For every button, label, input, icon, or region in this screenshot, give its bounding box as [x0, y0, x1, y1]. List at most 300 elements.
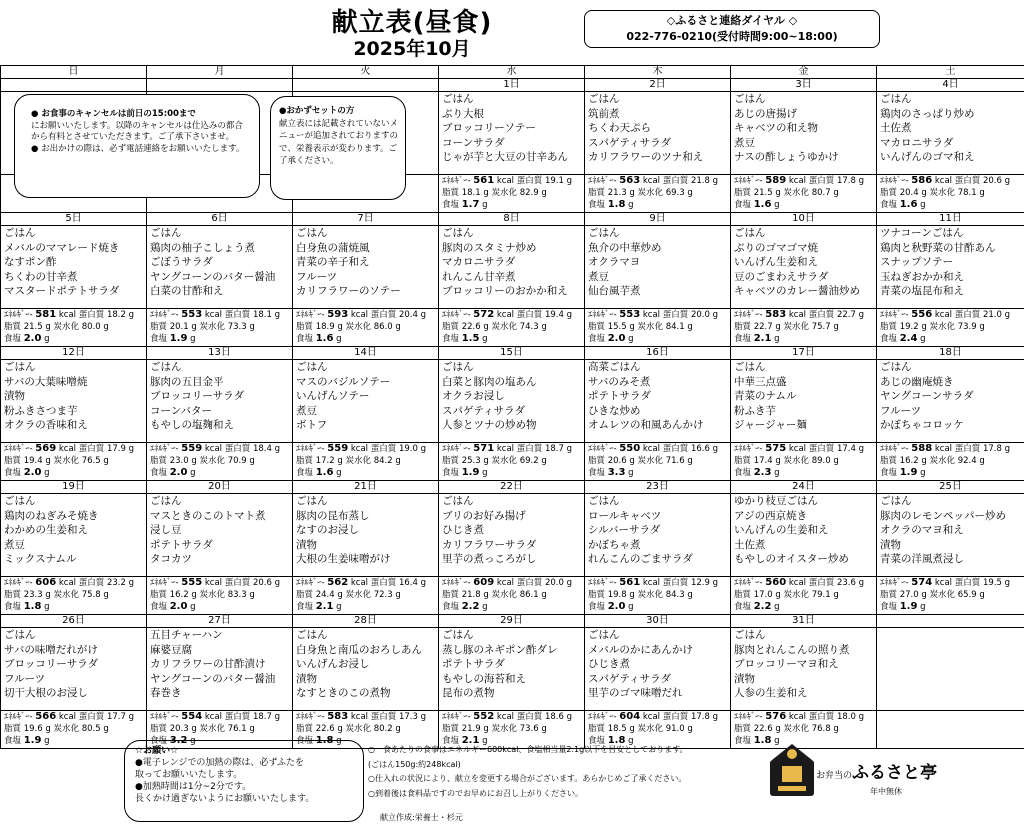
day-number: 17日 [731, 347, 877, 360]
protein-label: 蛋白質 [516, 310, 543, 320]
nutrition-line [734, 601, 876, 613]
carb-label: 炭水化 [491, 188, 517, 198]
menu-item: スナップソテー [880, 256, 954, 268]
salt-label: 食塩 [880, 334, 898, 344]
gram-unit: g [1004, 310, 1011, 320]
day-menu [585, 628, 731, 711]
okazu-set-body: 献立表には記載されていないメニューが追加されておりますので、栄養表示が変わります。ご了承ください。 [279, 118, 399, 166]
day-number-row [1, 347, 1024, 360]
energy-label: ｴﾈﾙｷﾞｰ [150, 444, 176, 454]
gram-unit: g [775, 724, 781, 734]
day-menu [1, 494, 147, 577]
menu-item: いんげんソテー [296, 390, 370, 402]
protein-value: 12.9 [690, 578, 710, 588]
gram-unit: g [1004, 176, 1011, 186]
fat-label: 脂質 [4, 590, 22, 600]
gram-unit: g [336, 736, 342, 746]
menu-item: 煮豆 [588, 270, 609, 283]
protein-value: 18.0 [836, 712, 856, 722]
day-number: 9日 [585, 213, 731, 226]
day-nutrition [439, 443, 585, 481]
salt-label: 食塩 [442, 736, 460, 746]
energy-value: 571 [473, 443, 495, 454]
nutrition-line [4, 321, 146, 333]
energy-label: ｴﾈﾙｷﾞｰ [296, 578, 322, 588]
kcal-unit: kcal [496, 176, 515, 186]
salt-value: 1.9 [169, 333, 188, 344]
request-title: ☆お願い☆ [135, 746, 179, 756]
salt-label: 食塩 [150, 468, 168, 478]
gram-unit: g [190, 602, 196, 612]
carb-value: 84.3 [665, 590, 685, 600]
protein-value: 18.7 [252, 712, 272, 722]
menu-item: 粉ふき芋 [734, 404, 776, 417]
salt-value: 1.5 [461, 333, 480, 344]
salt-value: 1.6 [753, 199, 772, 210]
gram-unit: g [628, 334, 634, 344]
fat-label: 脂質 [734, 724, 752, 734]
menu-item: マスときのこのトマト煮 [150, 509, 266, 522]
menu-item: 豚肉のレモンペッパー炒め [880, 509, 1006, 522]
menu-item: メバルのママレード焼き [4, 241, 120, 254]
day-menu [877, 226, 1024, 309]
day-menu [293, 226, 439, 309]
gram-unit: g [128, 712, 135, 722]
day-number: 31日 [731, 615, 877, 628]
energy-value: 581 [35, 309, 57, 320]
nutrition-line [442, 601, 584, 613]
carb-value: 86.0 [373, 322, 393, 332]
fat-value: 25.3 [461, 456, 481, 466]
gram-unit: g [775, 590, 781, 600]
menu-row [1, 226, 1024, 309]
menu-item: サバの大葉味噌焼 [4, 375, 88, 388]
day-nutrition [731, 443, 877, 481]
cancel-note-body: にお願いいたします。以降のキャンセルは仕込みの都合から有料とさせていただきます。ご了承下さいませ。 [31, 120, 243, 142]
salt-value: 1.8 [607, 735, 626, 746]
protein-value: 16.6 [690, 444, 710, 454]
gram-unit: g [687, 456, 693, 466]
nutrition-line [880, 467, 1024, 479]
salt-value: 2.0 [607, 333, 626, 344]
day-number: 2日 [585, 79, 731, 92]
nutrition-line [150, 589, 292, 601]
protein-label: 蛋白質 [370, 444, 397, 454]
energy-label: ｴﾈﾙｷﾞｰ [4, 578, 30, 588]
energy-label: ｴﾈﾙｷﾞｰ [442, 578, 468, 588]
menu-item: 春巻き [150, 687, 182, 699]
day-nutrition [877, 309, 1024, 347]
fat-value: 21.5 [753, 188, 773, 198]
salt-label: 食塩 [296, 468, 314, 478]
menu-item: 煮豆 [734, 136, 755, 149]
carb-value: 73.9 [957, 322, 977, 332]
weekday-header: 金 [731, 66, 877, 79]
menu-item: スパゲティサラダ [588, 672, 672, 685]
fat-label: 脂質 [588, 456, 606, 466]
gram-unit: g [483, 590, 489, 600]
energy-label: ｴﾈﾙｷﾞｰ [734, 444, 760, 454]
menu-item: ごはん [442, 361, 474, 373]
menu-item: タコカツ [150, 553, 192, 565]
gram-unit: g [483, 322, 489, 332]
carb-label: 炭水化 [199, 322, 225, 332]
fat-label: 脂質 [588, 188, 606, 198]
day-menu [439, 628, 585, 711]
day-number-row [1, 213, 1024, 226]
day-nutrition [439, 577, 585, 615]
nutrition-line [4, 589, 146, 601]
energy-label: ｴﾈﾙｷﾞｰ [150, 310, 176, 320]
day-nutrition [293, 443, 439, 481]
footer-note: ○仕入れの状況により、献立を変更する場合がございます。あらかじめご了承ください。 [368, 774, 687, 783]
menu-item: かぼちゃコロッケ [880, 419, 964, 431]
nutrition-line [734, 467, 876, 479]
fat-value: 16.2 [169, 590, 189, 600]
hotline-title: ◇ふるさと連絡ダイヤル ◇ [666, 14, 798, 27]
day-nutrition [731, 175, 877, 213]
protein-label: 蛋白質 [78, 444, 105, 454]
day-number: 1日 [439, 79, 585, 92]
energy-label: ｴﾈﾙｷﾞｰ [296, 310, 322, 320]
nutrition-line [588, 467, 730, 479]
nutrition-line [588, 199, 730, 211]
carb-label: 炭水化 [783, 590, 809, 600]
gram-unit: g [541, 322, 547, 332]
menu-item: ごはん [150, 495, 182, 507]
footer-notes [368, 743, 758, 801]
energy-label: ｴﾈﾙｷﾞｰ [880, 310, 906, 320]
menu-item: ひじき煮 [588, 658, 630, 670]
carb-label: 炭水化 [53, 590, 79, 600]
energy-label: ｴﾈﾙｷﾞｰ [734, 712, 760, 722]
menu-item: 浸し豆 [150, 524, 182, 536]
menu-item: シルバーサラダ [588, 524, 661, 536]
day-number: 14日 [293, 347, 439, 360]
gram-unit: g [44, 334, 50, 344]
menu-item: れんこん甘辛煮 [442, 270, 516, 283]
nutrition-line [4, 455, 146, 467]
kcal-unit: kcal [204, 444, 223, 454]
salt-value: 1.8 [315, 735, 334, 746]
menu-item: 仙台風芋煮 [588, 285, 641, 297]
fat-label: 脂質 [734, 590, 752, 600]
menu-item: ごはん [296, 495, 328, 507]
gram-unit: g [1004, 444, 1011, 454]
kcal-unit: kcal [58, 310, 77, 320]
energy-value: 609 [473, 577, 495, 588]
carb-label: 炭水化 [783, 456, 809, 466]
menu-row [1, 360, 1024, 443]
nutrition-line: ｴﾈﾙｷﾞｰ- 588 kcal 蛋白質 17.8 g [880, 443, 1011, 454]
gram-unit: g [483, 724, 489, 734]
protein-label: 蛋白質 [954, 176, 981, 186]
energy-value: 560 [765, 577, 787, 588]
carb-label: 炭水化 [783, 322, 809, 332]
protein-value: 19.4 [544, 310, 564, 320]
salt-value: 1.9 [461, 467, 480, 478]
gram-unit: g [629, 590, 635, 600]
protein-value: 16.4 [398, 578, 418, 588]
day-nutrition [731, 577, 877, 615]
protein-value: 18.6 [544, 712, 564, 722]
protein-label: 蛋白質 [370, 310, 397, 320]
day-menu [147, 628, 293, 711]
salt-label: 食塩 [734, 334, 752, 344]
day-menu [877, 360, 1024, 443]
menu-item: ごはん [296, 361, 328, 373]
gram-unit: g [45, 590, 51, 600]
gram-unit: g [858, 310, 865, 320]
nutrition-line: ｴﾈﾙｷﾞｰ- 559 kcal 蛋白質 19.0 g [296, 443, 427, 454]
energy-value: 559 [181, 443, 203, 454]
salt-label: 食塩 [734, 602, 752, 612]
menu-item: アジの西京焼き [734, 509, 808, 522]
menu-item: マカロニサラダ [880, 136, 954, 149]
kcal-unit: kcal [934, 578, 953, 588]
nutrition-line [880, 199, 1024, 211]
menu-item: ごはん [588, 495, 620, 507]
day-nutrition [1, 443, 147, 481]
kcal-unit: kcal [350, 310, 369, 320]
day-number: 23日 [585, 481, 731, 494]
gram-unit: g [45, 322, 51, 332]
energy-label: ｴﾈﾙｷﾞｰ [588, 444, 614, 454]
nutrition-line: ｴﾈﾙｷﾞｰ- 572 kcal 蛋白質 19.4 g [442, 309, 573, 320]
nutrition-line: ｴﾈﾙｷﾞｰ- 581 kcal 蛋白質 18.2 g [4, 309, 135, 320]
fat-value: 17.2 [315, 456, 335, 466]
menu-item: 青菜の辛子和え [296, 256, 370, 268]
menu-item: 昆布の煮物 [442, 687, 495, 699]
day-nutrition [147, 577, 293, 615]
day-number: 5日 [1, 213, 147, 226]
fat-label: 脂質 [442, 590, 460, 600]
day-number: 30日 [585, 615, 731, 628]
salt-value: 2.0 [23, 467, 42, 478]
day-number: 6日 [147, 213, 293, 226]
fat-label: 脂質 [588, 724, 606, 734]
energy-label: ｴﾈﾙｷﾞｰ [442, 712, 468, 722]
menu-item: フルーツ [296, 270, 338, 283]
nutrition-line [734, 333, 876, 345]
nutrition-line: ｴﾈﾙｷﾞｰ- 561 kcal 蛋白質 12.9 g [588, 577, 719, 588]
menu-item: ブリのお好み揚げ [442, 509, 526, 522]
page-title: 献立表(昼食) [331, 8, 493, 38]
nutrition-line [4, 467, 146, 479]
menu-item: いんげん生姜和え [734, 256, 818, 268]
menu-item: ヤングコーンのバター醤油 [150, 672, 276, 685]
nutrition-row [1, 443, 1024, 481]
kcal-unit: kcal [642, 444, 661, 454]
energy-value: 588 [911, 443, 933, 454]
day-menu [293, 494, 439, 577]
carb-value: 76.8 [811, 724, 831, 734]
menu-item: 土佐煮 [880, 122, 912, 134]
nutrition-line: ｴﾈﾙｷﾞｰ- 559 kcal 蛋白質 18.4 g [150, 443, 281, 454]
day-number-row [1, 79, 1024, 92]
protein-label: 蛋白質 [954, 578, 981, 588]
day-number: 4日 [877, 79, 1024, 92]
menu-item: ボトフ [296, 419, 328, 431]
salt-value: 1.8 [607, 199, 626, 210]
gram-unit: g [274, 578, 281, 588]
energy-label: ｴﾈﾙｷﾞｰ [588, 176, 614, 186]
gram-unit: g [44, 736, 50, 746]
salt-value: 1.6 [315, 333, 334, 344]
menu-row [1, 628, 1024, 711]
protein-label: 蛋白質 [224, 712, 251, 722]
salt-label: 食塩 [734, 200, 752, 210]
salt-value: 2.0 [169, 467, 188, 478]
gram-unit: g [833, 724, 839, 734]
protein-value: 18.4 [252, 444, 272, 454]
menu-item: 青菜の洋風煮浸し [880, 553, 964, 565]
day-nutrition [877, 443, 1024, 481]
gram-unit: g [628, 602, 634, 612]
gram-unit: g [395, 590, 401, 600]
day-nutrition [439, 175, 585, 213]
menu-item: ごはん [442, 93, 474, 105]
fat-value: 20.4 [899, 188, 919, 198]
protein-value: 18.7 [544, 444, 564, 454]
menu-item: ごはん [734, 227, 766, 239]
day-menu [877, 92, 1024, 175]
day-menu [731, 360, 877, 443]
fat-value: 19.4 [23, 456, 43, 466]
gram-unit: g [395, 322, 401, 332]
menu-item: かぼちゃ煮 [588, 538, 641, 551]
salt-label: 食塩 [442, 602, 460, 612]
nutrition-line [880, 187, 1024, 199]
gram-unit: g [337, 724, 343, 734]
protein-value: 22.7 [836, 310, 856, 320]
menu-item: フルーツ [880, 404, 922, 417]
nutrition-line [588, 187, 730, 199]
day-number: 15日 [439, 347, 585, 360]
protein-label: 蛋白質 [516, 176, 543, 186]
menu-item: カリフラワーのソテー [296, 285, 401, 297]
menu-item: ごはん [588, 629, 620, 641]
day-menu [439, 360, 585, 443]
kcal-unit: kcal [788, 310, 807, 320]
menu-item: 豚肉の五目金平 [150, 375, 224, 388]
energy-label: ｴﾈﾙｷﾞｰ [588, 310, 614, 320]
salt-value: 1.9 [23, 735, 42, 746]
menu-item: 人参の生姜和え [734, 687, 808, 699]
menu-item: 漬物 [296, 538, 317, 551]
kcal-unit: kcal [788, 712, 807, 722]
menu-item: 鶏肉の柚子こしょう煮 [150, 241, 255, 254]
menu-item: 白菜と豚肉の塩あん [442, 375, 537, 388]
nutrition-line [150, 601, 292, 613]
protein-value: 20.0 [544, 578, 564, 588]
day-number [1, 79, 147, 92]
carb-value: 72.3 [373, 590, 393, 600]
menu-item: 切干大根のお浸し [4, 687, 88, 699]
kcal-unit: kcal [496, 444, 515, 454]
protein-label: 蛋白質 [662, 176, 689, 186]
salt-label: 食塩 [442, 468, 460, 478]
fat-label: 脂質 [880, 456, 898, 466]
nutrition-line: ｴﾈﾙｷﾞｰ- 571 kcal 蛋白質 18.7 g [442, 443, 573, 454]
menu-item: 筑前煮 [588, 107, 620, 120]
menu-item: ちくわの甘辛煮 [4, 270, 78, 283]
salt-value: 1.9 [899, 601, 918, 612]
nutrition-line [442, 187, 584, 199]
protein-label: 蛋白質 [662, 712, 689, 722]
menu-item: ポテトサラダ [150, 538, 213, 551]
weekday-header: 水 [439, 66, 585, 79]
day-nutrition [585, 175, 731, 213]
menu-item: 鶏肉のねぎみそ焼き [4, 509, 99, 522]
nutrition-line [880, 589, 1024, 601]
kcal-unit: kcal [204, 578, 223, 588]
menu-item: コーンサラダ [442, 136, 505, 149]
carb-label: 炭水化 [345, 322, 371, 332]
gram-unit: g [774, 200, 780, 210]
protein-label: 蛋白質 [370, 712, 397, 722]
protein-value: 20.6 [252, 578, 272, 588]
energy-value: 561 [619, 577, 641, 588]
gram-unit: g [629, 456, 635, 466]
salt-label: 食塩 [296, 334, 314, 344]
menu-item: ごはん [734, 93, 766, 105]
salt-value: 1.8 [23, 601, 42, 612]
nutrition-line: ｴﾈﾙｷﾞｰ- 554 kcal 蛋白質 18.7 g [150, 711, 281, 722]
energy-label: ｴﾈﾙｷﾞｰ [734, 176, 760, 186]
carb-value: 65.9 [957, 590, 977, 600]
carb-label: 炭水化 [491, 456, 517, 466]
okazu-set-note [270, 96, 406, 200]
protein-value: 18.2 [106, 310, 126, 320]
gram-unit: g [190, 736, 196, 746]
salt-label: 食塩 [4, 468, 22, 478]
protein-value: 20.4 [398, 310, 418, 320]
nutrition-line [734, 321, 876, 333]
salt-label: 食塩 [4, 334, 22, 344]
day-menu [731, 92, 877, 175]
energy-label: ｴﾈﾙｷﾞｰ [442, 310, 468, 320]
logo-text [816, 758, 937, 783]
energy-label: ｴﾈﾙｷﾞｰ [150, 578, 176, 588]
carb-label: 炭水化 [199, 456, 225, 466]
menu-item: ポテトサラダ [442, 658, 505, 670]
carb-label: 炭水化 [637, 724, 663, 734]
protein-value: 23.6 [836, 578, 856, 588]
day-number: 12日 [1, 347, 147, 360]
salt-label: 食塩 [150, 602, 168, 612]
fat-label: 脂質 [296, 456, 314, 466]
salt-label: 食塩 [150, 736, 168, 746]
gram-unit: g [128, 578, 135, 588]
fat-value: 23.0 [169, 456, 189, 466]
menu-item: ごぼうサラダ [150, 256, 213, 268]
menu-item: ごはん [4, 361, 36, 373]
salt-value: 2.1 [753, 333, 772, 344]
menu-item: 土佐煮 [734, 538, 766, 551]
menu-item: いんげんお浸し [296, 658, 370, 670]
menu-item: サバの味噌だれがけ [4, 643, 98, 656]
nutrition-line [442, 467, 584, 479]
carb-value: 89.0 [811, 456, 831, 466]
protein-label: 蛋白質 [662, 578, 689, 588]
kcal-unit: kcal [788, 444, 807, 454]
gram-unit: g [483, 456, 489, 466]
carb-value: 74.3 [519, 322, 539, 332]
carb-label: 炭水化 [345, 724, 371, 734]
nutrition-line [588, 601, 730, 613]
day-menu [1, 226, 147, 309]
